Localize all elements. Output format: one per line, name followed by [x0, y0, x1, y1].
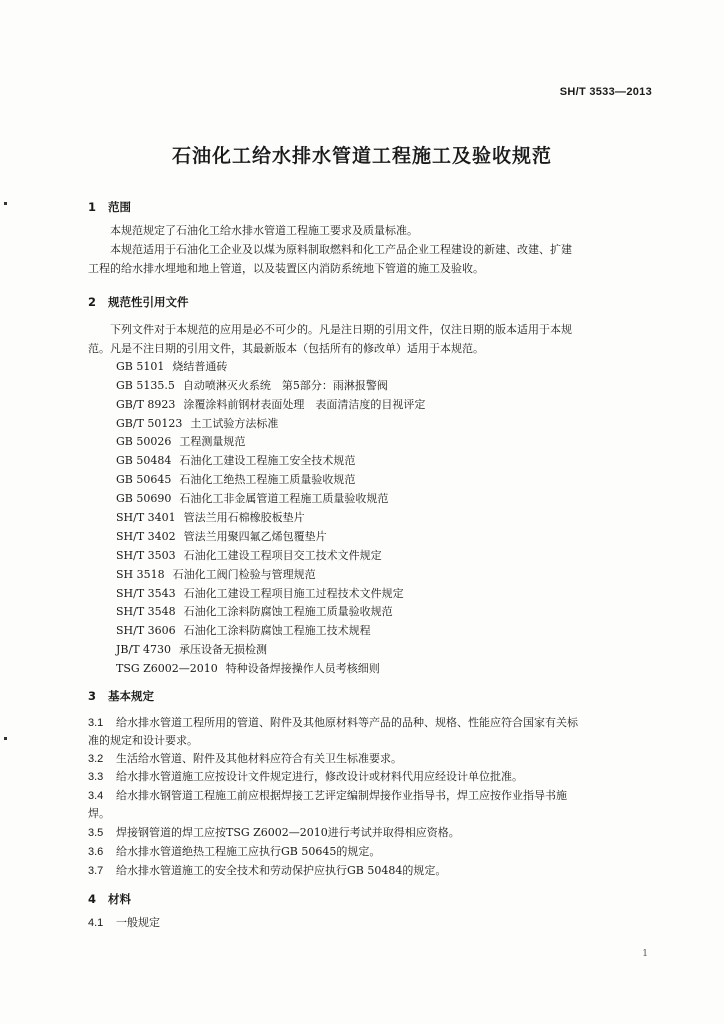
reference-item: SH/T 3548 石油化工涂料防腐蚀工程施工质量验收规范: [116, 605, 393, 618]
reference-item: SH 3518 石油化工阀门检验与管理规范: [116, 568, 316, 581]
clause-3-6: 3.6 给水排水管道绝热工程施工应执行GB 50645的规定。: [88, 845, 381, 858]
reference-item: SH/T 3503 石油化工建设工程项目交工技术文件规定: [116, 549, 382, 562]
reference-item: JB/T 4730 承压设备无损检测: [116, 643, 268, 656]
reference-item: GB/T 8923 涂覆涂料前钢材表面处理 表面清洁度的目视评定: [116, 398, 426, 411]
reference-item: GB 50690 石油化工非金属管道工程施工质量验收规范: [116, 492, 389, 505]
clause-3-4: 3.4 给水排水钢管道工程施工前应根据焊接工艺评定编制焊接作业指导书，焊工应按作业指导书施 焊。: [88, 789, 567, 820]
scope-paragraph-2-line-1: 本规范适用于石油化工企业及以煤为原料制取燃料和化工产品企业工程建设的新建、改建、扩建: [110, 243, 572, 256]
scope-paragraph-2-line-2: 工程的给水排水埋地和地上管道，以及装置区内消防系统地下管道的施工及验收。: [88, 262, 484, 275]
refs-intro-line-1: 下列文件对于本规范的应用是必不可少的。凡是注日期的引用文件，仅注日期的版本适用于本规: [110, 323, 572, 336]
scan-mark-bottom: [4, 737, 7, 740]
scan-mark-top: [4, 202, 7, 205]
section-number: 1: [88, 200, 97, 214]
reference-item: SH/T 3402 管法兰用聚四氟乙烯包覆垫片: [116, 530, 327, 543]
section-number: 4: [88, 892, 97, 906]
section-3-heading: [88, 688, 154, 704]
reference-item: GB 50645 石油化工绝热工程施工质量验收规范: [116, 473, 356, 486]
standard-code: SH/T 3533—2013: [559, 86, 652, 98]
clause-3-1: 3.1 给水排水管道工程所用的管道、附件及其他原材料等产品的品种、规格、性能应符合国家有关标 准的规定和设计要求。: [88, 716, 578, 747]
section-title: 范围: [108, 200, 131, 214]
clause-3-5: 3.5 焊接钢管道的焊工应按TSG Z6002—2010进行考试并取得相应资格。: [88, 826, 460, 839]
clause-3-2: 3.2 生活给水管道、附件及其他材料应符合有关卫生标准要求。: [88, 752, 402, 765]
section-1-heading: [88, 199, 131, 215]
reference-item: GB 50484 石油化工建设工程施工安全技术规范: [116, 454, 356, 467]
section-title: 规范性引用文件: [108, 295, 189, 309]
clause-3-7: 3.7 给水排水管道施工的安全技术和劳动保护应执行GB 50484的规定。: [88, 864, 447, 877]
reference-item: TSG Z6002—2010 特种设备焊接操作人员考核细则: [116, 662, 380, 675]
section-number: 2: [88, 295, 97, 309]
subsection-4-1: 4.1 一般规定: [88, 916, 160, 929]
page-number: 1: [642, 949, 648, 959]
clause-3-3: 3.3 给水排水管道施工应按设计文件规定进行，修改设计或材料代用应经设计单位批准。: [88, 770, 523, 783]
reference-item: GB 5101 烧结普通砖: [116, 360, 228, 373]
refs-intro-line-2: 范。凡是不注日期的引用文件，其最新版本（包括所有的修改单）适用于本规范。: [88, 342, 484, 355]
reference-item: GB/T 50123 土工试验方法标准: [116, 417, 279, 430]
reference-item: SH/T 3401 管法兰用石棉橡胶板垫片: [116, 511, 305, 524]
section-2-heading: [88, 294, 189, 310]
scope-paragraph-1: 本规范规定了石油化工给水排水管道工程施工要求及质量标准。: [110, 224, 418, 237]
reference-item: SH/T 3606 石油化工涂料防腐蚀工程施工技术规程: [116, 624, 371, 637]
reference-item: SH/T 3543 石油化工建设工程项目施工过程技术文件规定: [116, 587, 404, 600]
reference-item: GB 5135.5 自动喷淋灭火系统 第5部分：雨淋报警阀: [116, 379, 388, 392]
section-title: 材料: [108, 892, 131, 906]
section-number: 3: [88, 689, 97, 703]
section-4-heading: [88, 891, 131, 907]
reference-item: GB 50026 工程测量规范: [116, 435, 246, 448]
document-title: 石油化工给水排水管道工程施工及验收规范: [171, 145, 552, 167]
section-title: 基本规定: [108, 689, 154, 703]
